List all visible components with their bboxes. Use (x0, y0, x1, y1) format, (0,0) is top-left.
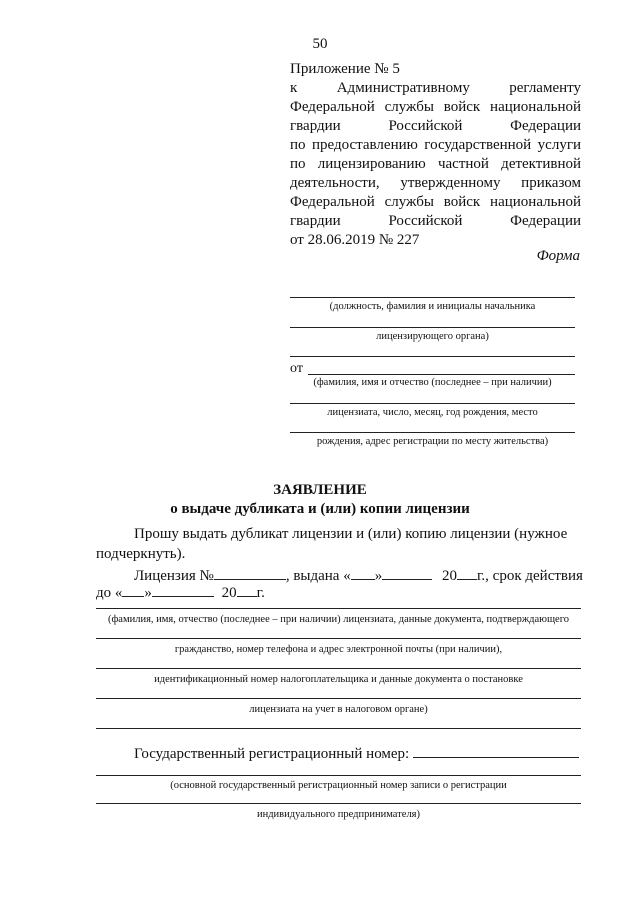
appendix-line: к Административному регламенту (290, 80, 581, 96)
registration-line-1[interactable] (96, 775, 581, 776)
request-line-1: Прошу выдать дубликат лицензии и (или) копию лицензии (нужное (134, 526, 568, 542)
registration-line (134, 743, 579, 763)
page-number: 50 (312, 36, 328, 52)
issued-month-field[interactable] (382, 565, 432, 580)
license-prefix: Лицензия № (134, 568, 214, 584)
licensee-line-2[interactable] (96, 638, 581, 639)
issued-open: , выдана « (285, 568, 351, 584)
appendix-block (290, 60, 581, 250)
registration-caption-1: (основной государственный регистрационный номер записи о регистрации (170, 780, 507, 791)
from-line-3[interactable] (290, 403, 575, 404)
title-line-1: ЗАЯВЛЕНИЕ (273, 482, 367, 498)
appendix-line: по предоставлению государственной услуги (290, 137, 581, 153)
appendix-line: Приложение № 5 (290, 61, 400, 77)
until-open: до « (96, 585, 123, 601)
from-caption-2: лицензиата, число, месяц, год рождения, место (327, 407, 538, 418)
until-year-field[interactable] (237, 582, 257, 597)
addressee-caption-2: лицензирующего органа) (376, 331, 489, 342)
from-label: от (290, 361, 303, 376)
registration-label: Государственный регистрационный номер: (134, 746, 410, 762)
issued-year-prefix: 20 (441, 568, 457, 584)
appendix-line: гвардии Российской Федерации (290, 213, 581, 229)
appendix-line: гвардии Российской Федерации (290, 118, 581, 134)
request-line-2: подчеркнуть). (96, 546, 186, 562)
appendix-line: деятельности, утвержденному приказом (290, 175, 581, 191)
licensee-line-5[interactable] (96, 728, 581, 729)
addressee-line-1[interactable] (290, 297, 575, 298)
appendix-line: по лицензированию частной детективной (290, 156, 581, 172)
addressee-caption-1: (должность, фамилия и инициалы начальника (329, 301, 536, 312)
issued-close: » (374, 568, 383, 584)
appendix-line: Федеральной службы войск национальной (290, 194, 581, 210)
from-line-1[interactable] (290, 356, 575, 357)
licensee-line-3[interactable] (96, 668, 581, 669)
document-title (0, 481, 640, 519)
validity-label: г., срок действия (476, 568, 583, 584)
title-line-2: о выдаче дубликата и (или) копии лицензии (170, 501, 470, 517)
from-line-4[interactable] (290, 432, 575, 433)
until-line (96, 582, 265, 602)
registration-line-2[interactable] (96, 803, 581, 804)
licensee-caption-2: гражданство, номер телефона и адрес электронной почты (при наличии), (174, 644, 503, 655)
from-caption-3: рождения, адрес регистрации по месту жительства) (316, 436, 549, 447)
issued-year-field[interactable] (457, 565, 477, 580)
until-year-prefix: 20 (221, 585, 237, 601)
from-line-2[interactable] (308, 374, 575, 375)
until-year-suffix: г. (256, 585, 265, 601)
form-label: Форма (536, 248, 580, 264)
licensee-caption-3: идентификационный номер налогоплательщика и данные документа о постановке (154, 674, 523, 685)
licensee-caption-1: (фамилия, имя, отчество (последнее – при наличии) лицензиата, данные документа, подтверждающего (107, 614, 569, 625)
registration-caption-2: индивидуального предпринимателя) (256, 809, 421, 820)
licensee-caption-4: лицензиата на учет в налоговом органе) (249, 704, 428, 715)
until-month-field[interactable] (152, 582, 214, 597)
licensee-line-1[interactable] (96, 608, 581, 609)
appendix-line: Федеральной службы войск национальной (290, 99, 581, 115)
appendix-line: от 28.06.2019 № 227 (290, 232, 420, 248)
until-close: » (144, 585, 152, 601)
addressee-line-2[interactable] (290, 327, 575, 328)
until-day-field[interactable] (122, 582, 144, 597)
registration-number-field[interactable] (413, 743, 579, 758)
issued-day-field[interactable] (351, 565, 375, 580)
from-caption-1: (фамилия, имя и отчество (последнее – при наличии) (313, 377, 552, 388)
licensee-line-4[interactable] (96, 698, 581, 699)
license-number-field[interactable] (214, 565, 286, 580)
